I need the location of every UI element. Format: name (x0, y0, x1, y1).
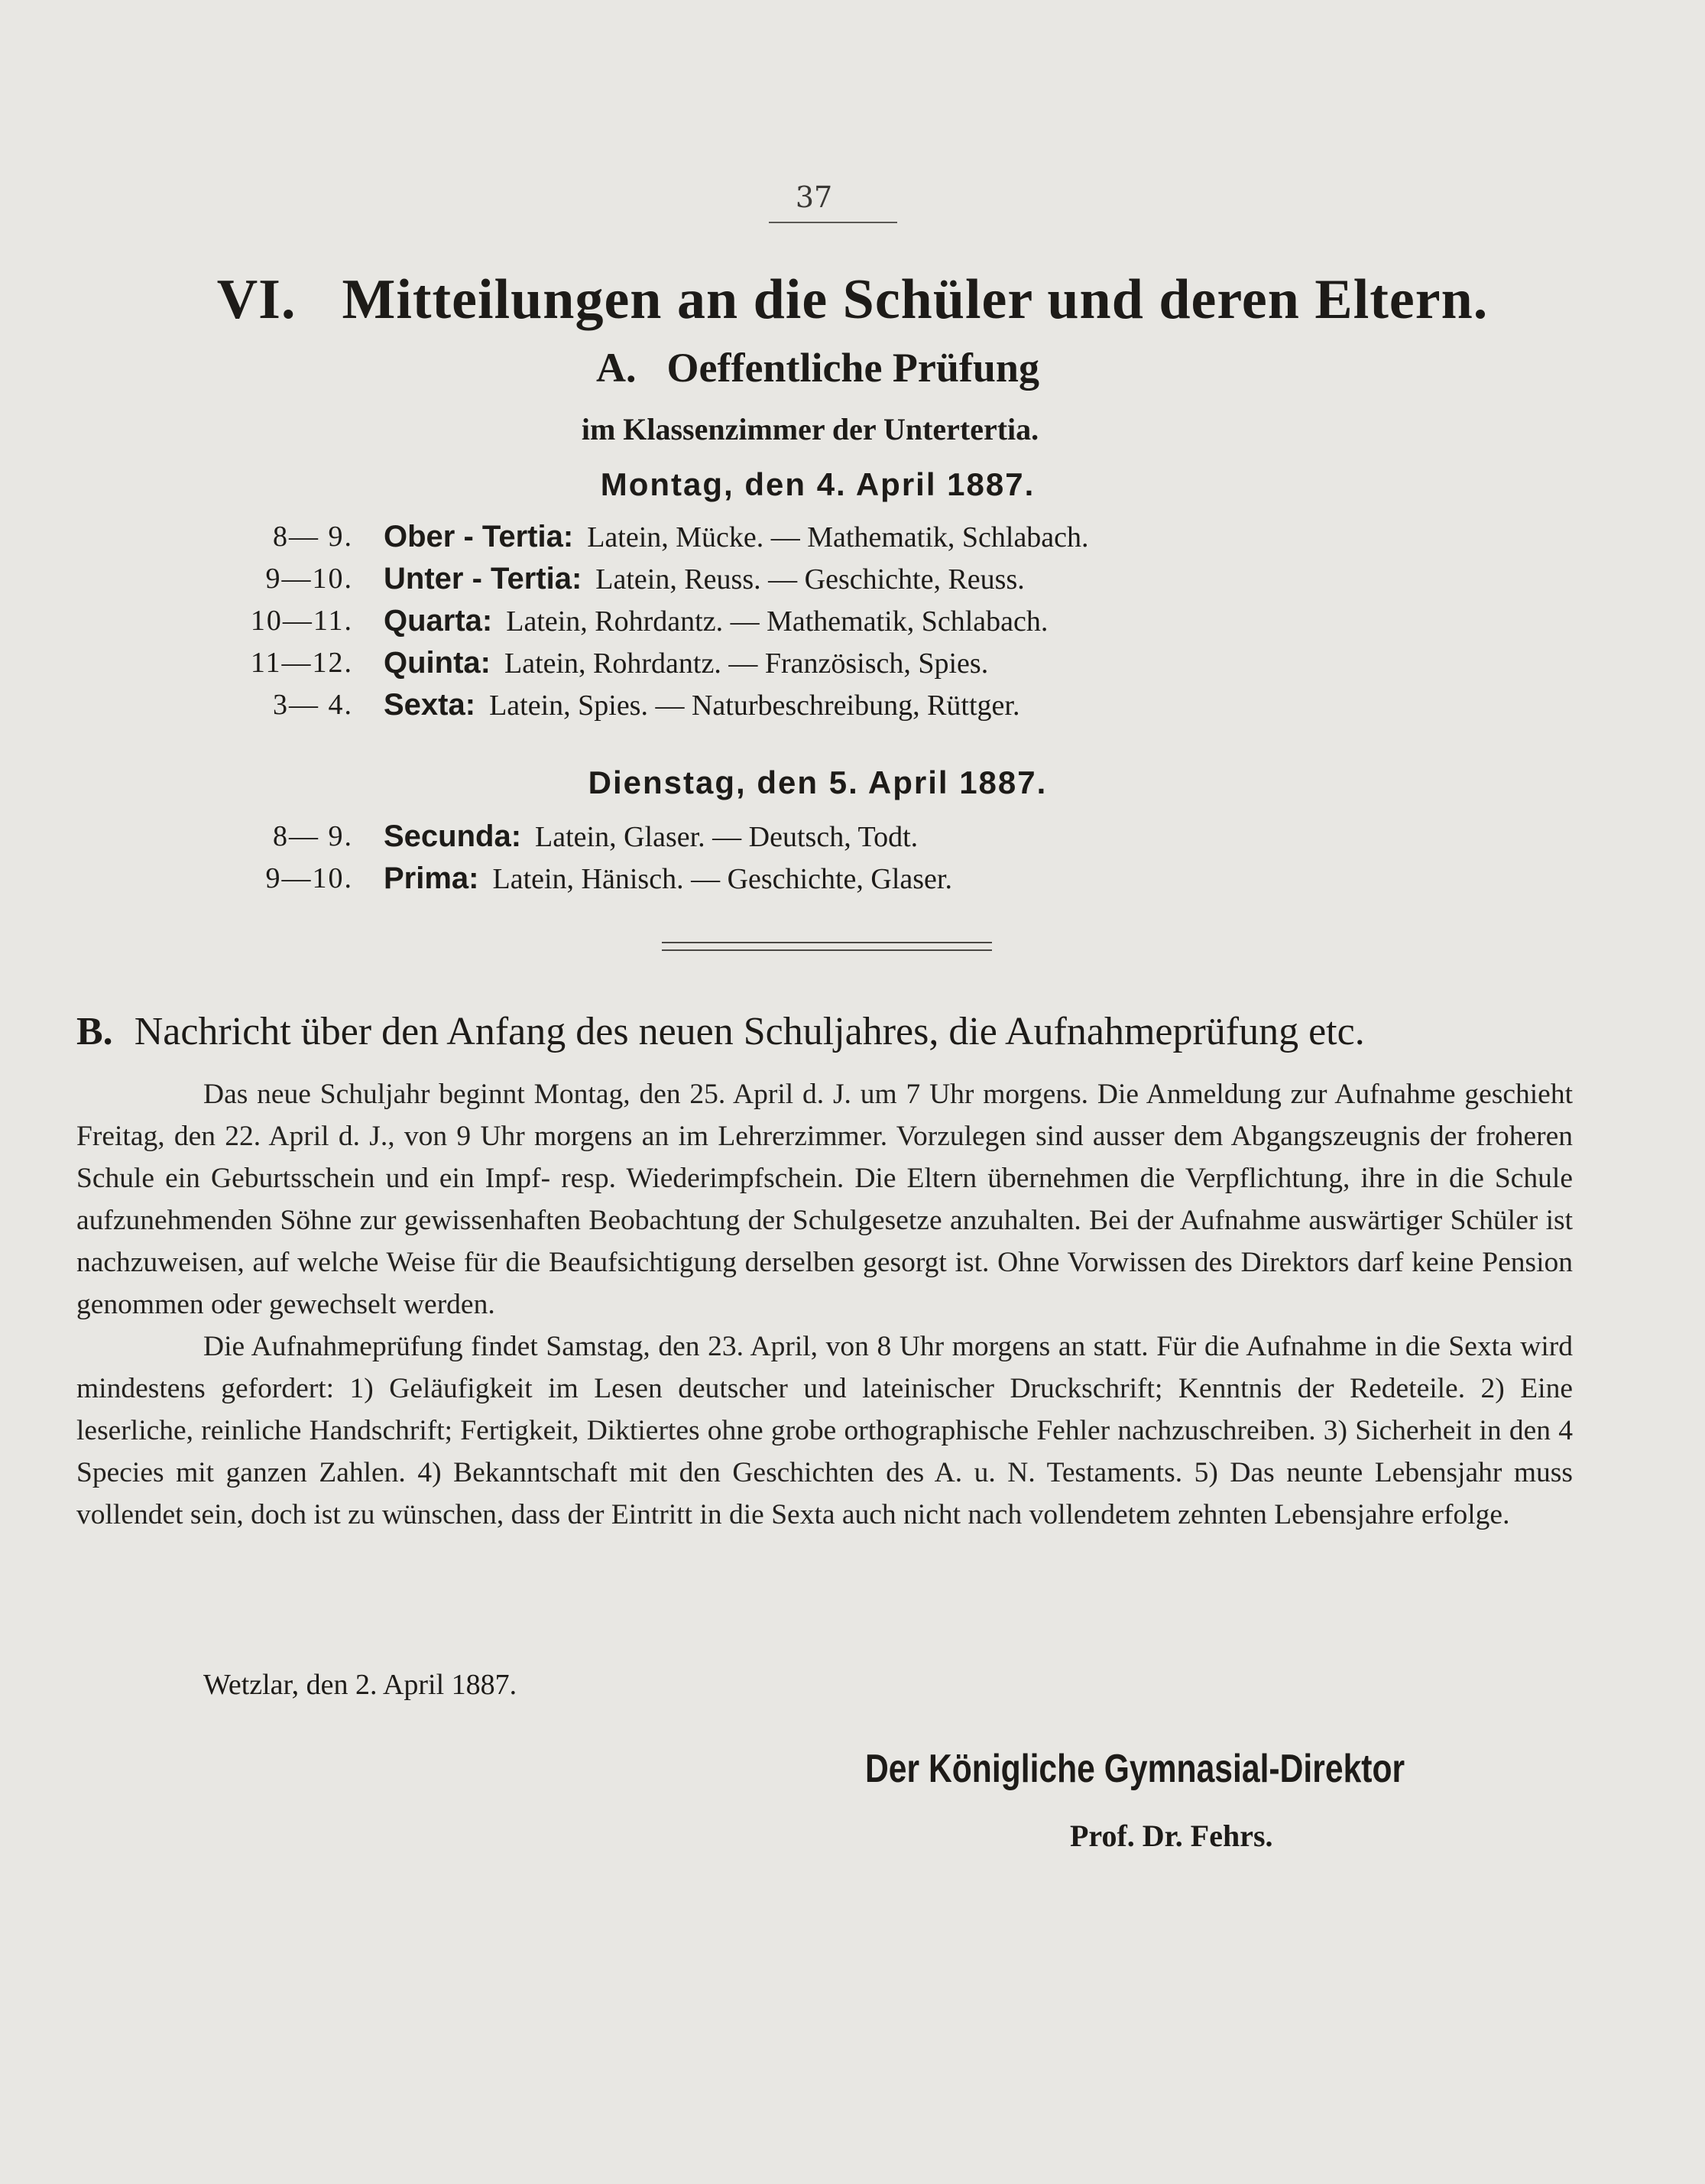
day2-heading: Dienstag, den 5. April 1887. (588, 764, 1048, 800)
row-time: 9—10. (265, 563, 353, 595)
row-class: Secunda: Latein, Glaser. — Deutsch, Todt. (384, 819, 919, 853)
main-heading (0, 268, 1705, 333)
section-b-letter: B. (76, 1010, 113, 1053)
chapter-number: VI. (216, 268, 297, 331)
row-subjects: Latein, Rohrdantz. — Mathematik, Schlabach. (506, 605, 1049, 638)
row-class: Quarta: Latein, Rohrdantz. — Mathematik, Schlabach. (384, 604, 1049, 638)
section-b-title-text: Nachricht über den Anfang des neuen Schuljahres, die Aufnahmeprüfung etc. (134, 1010, 1365, 1053)
paragraph-entrance-exam: Die Aufnahmeprüfung findet Samstag, den 23. April, von 8 Uhr morgens an statt. Für die Aufnahme in die Sexta wird mindestens gefordert: 1) Geläufigkeit im Lesen deutscher und lateinischer Druckschrift; Kenntnis der Redeteile. 2) Eine leserliche, reinliche Handschrift; Fertigkeit, Diktiertes ohne grobe orthographische Fehler nachzuschreiben. 3) Sicherheit in den 4 Species mit ganzen Zahlen. 4) Bekanntschaft mit den Geschichten des A. u. N. Testaments. 5) Das neunte Lebensjahr muss vollendet sein, doch ist zu wünschen, dass der Eintritt in die Sexta auch nicht nach vollendetem zehnten Lebensjahre erfolge. (76, 1331, 1573, 1530)
row-time: 9—10. (265, 862, 353, 894)
section-b-title (76, 1009, 1365, 1054)
row-class: Prima: Latein, Hänisch. — Geschichte, Glaser. (384, 862, 952, 895)
section-a-letter: A. (596, 345, 637, 391)
row-time: 8— 9. (273, 521, 353, 553)
chapter-title: Mitteilungen an die Schüler und deren Eltern. (342, 268, 1489, 331)
place-date: Wetzlar, den 2. April 1887. (203, 1669, 517, 1701)
row-class: Unter - Tertia: Latein, Reuss. — Geschichte, Reuss. (384, 562, 1025, 595)
row-class: Quinta: Latein, Rohrdantz. — Französisch, Spies. (384, 646, 989, 680)
row-subjects: Latein, Mücke. — Mathematik, Schlabach. (587, 521, 1089, 553)
page-number-rule (769, 222, 897, 223)
signature-name: Prof. Dr. Fehrs. (1070, 1819, 1273, 1853)
row-subjects: Latein, Reuss. — Geschichte, Reuss. (595, 563, 1025, 595)
row-subjects: Latein, Hänisch. — Geschichte, Glaser. (492, 863, 952, 895)
page-number: 37 (795, 180, 833, 214)
section-divider (662, 942, 992, 951)
paragraph-enrollment: Das neue Schuljahr beginnt Montag, den 25. April d. J. um 7 Uhr morgens. Die Anmeldung zur Aufnahme geschieht Freitag, den 22. April d. J., von 9 Uhr morgens an im Lehrerzimmer. Vorzulegen sind ausser dem Abgangszeugnis der froheren Schule ein Geburtsschein und ein Impf- resp. Wiederimpfschein. Die Eltern übernehmen die Verpflichtung, ihre in die Schule aufzunehmenden Söhne zur gewissenhaften Beobachtung der Schulgesetze anzuhalten. Bei der Aufnahme auswärtiger Schüler ist nachzuweisen, auf welche Weise für die Beaufsichtigung derselben gesorgt ist. Ohne Vorwissen des Direktors darf keine Pension genommen oder gewechselt werden. (76, 1079, 1573, 1320)
signature-title: Der Königliche Gymnasial-Direktor (865, 1747, 1405, 1791)
section-b-body (76, 1073, 1573, 1536)
row-class: Ober - Tertia: Latein, Mücke. — Mathematik, Schlabach. (384, 520, 1089, 553)
section-a-title (0, 344, 1635, 391)
row-subjects: Latein, Spies. — Naturbeschreibung, Rüttger. (489, 690, 1020, 722)
row-time: 10—11. (250, 605, 353, 637)
row-time: 8— 9. (273, 820, 353, 852)
row-subjects: Latein, Glaser. — Deutsch, Todt. (535, 821, 919, 853)
row-time: 11—12. (250, 647, 353, 679)
section-a-subtitle: im Klassenzimmer der Untertertia. (581, 412, 1039, 446)
section-a-title-text: Oeffentliche Prüfung (666, 345, 1039, 391)
day1-heading: Montag, den 4. April 1887. (600, 466, 1036, 502)
row-class: Sexta: Latein, Spies. — Naturbeschreibung, Rüttger. (384, 688, 1020, 722)
row-time: 3— 4. (273, 689, 353, 721)
row-subjects: Latein, Rohrdantz. — Französisch, Spies. (504, 647, 989, 680)
